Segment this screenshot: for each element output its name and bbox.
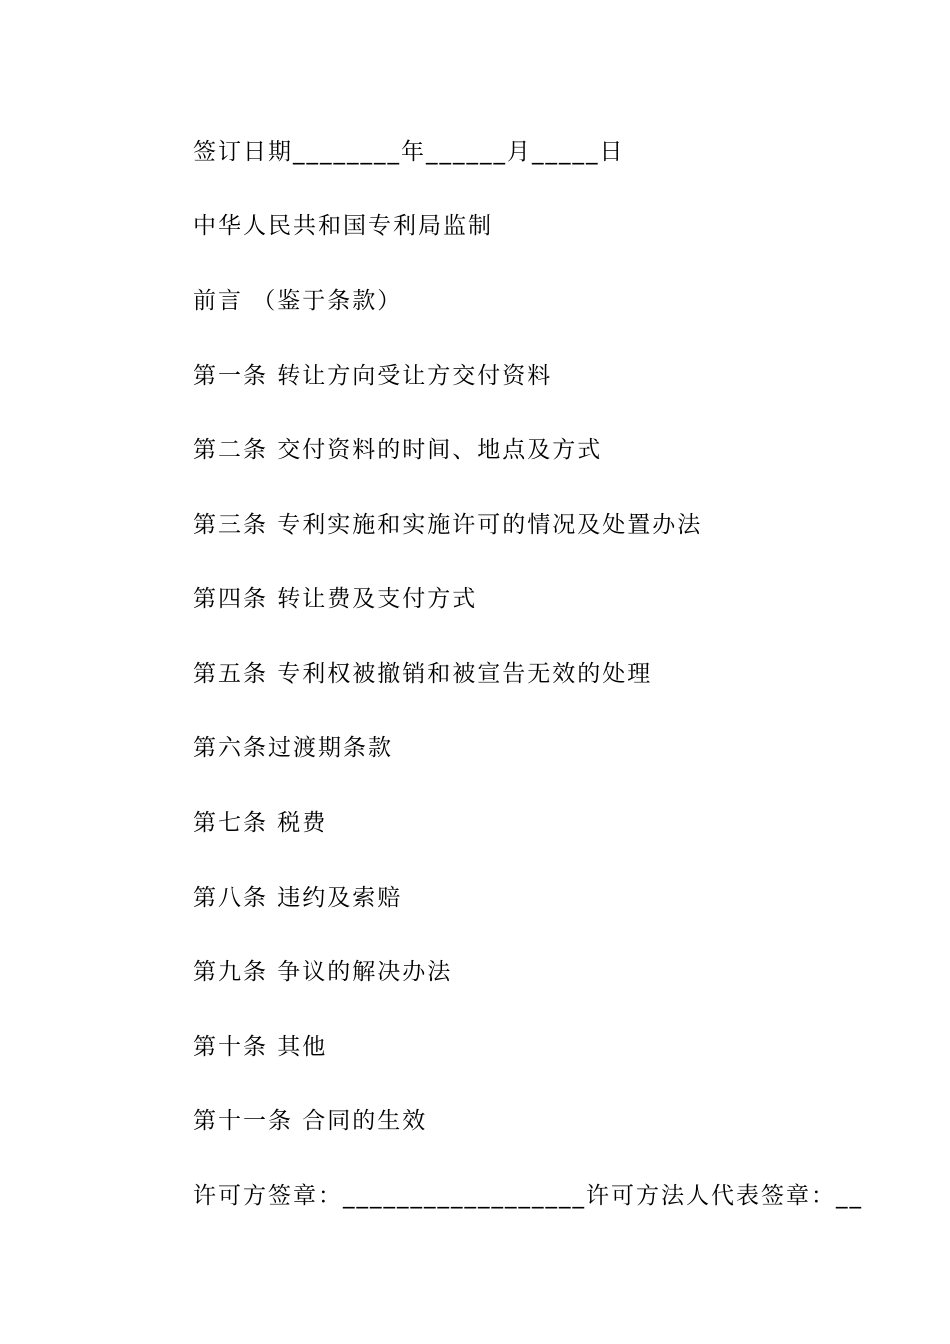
supervisor-line: 中华人民共和国专利局监制	[193, 213, 493, 239]
signing-date-line: 签订日期________年______月_____日	[193, 139, 625, 165]
article-9: 第九条 争议的解决办法	[193, 959, 453, 985]
article-11: 第十一条 合同的生效	[193, 1108, 428, 1134]
article-4: 第四条 转让费及支付方式	[193, 586, 478, 612]
article-8: 第八条 违约及索赔	[193, 885, 403, 911]
article-3: 第三条 专利实施和实施许可的情况及处置办法	[193, 512, 703, 538]
article-10: 第十条 其他	[193, 1034, 328, 1060]
signature-line: 许可方签章：__________________许可方法人代表签章：__	[193, 1183, 863, 1209]
article-5: 第五条 专利权被撤销和被宣告无效的处理	[193, 661, 653, 687]
article-2: 第二条 交付资料的时间、地点及方式	[193, 437, 603, 463]
preface-line: 前言 （鉴于条款）	[193, 288, 403, 314]
article-1: 第一条 转让方向受让方交付资料	[193, 363, 553, 389]
article-7: 第七条 税费	[193, 810, 328, 836]
article-6: 第六条过渡期条款	[193, 735, 393, 761]
